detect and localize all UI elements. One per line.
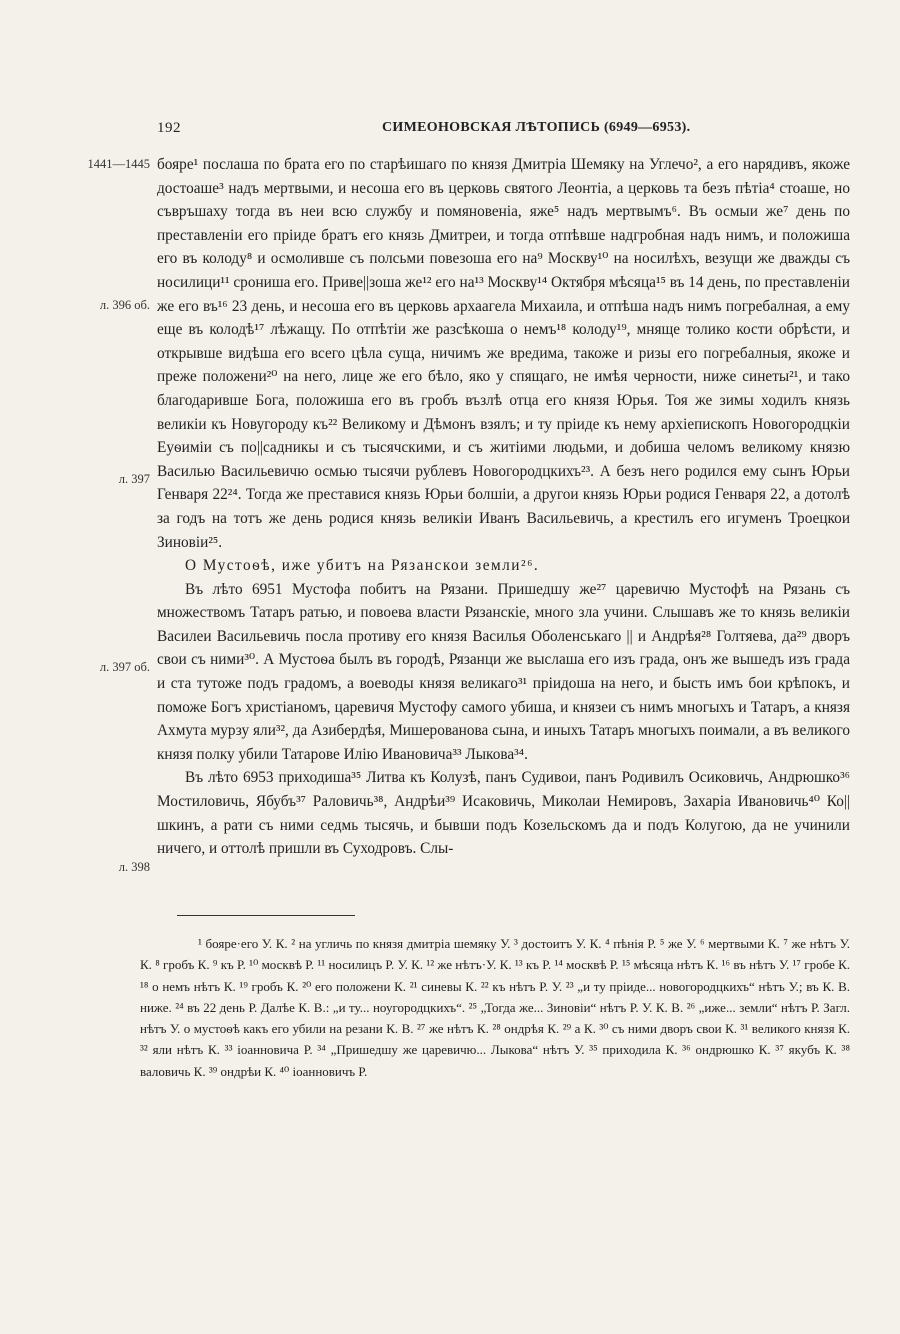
page-number: 192 <box>157 120 181 136</box>
margin-note-folio: л. 398 <box>118 860 150 874</box>
margin-note-years: 1441—1445 <box>87 157 150 171</box>
footnote-apparatus: ¹ бояре·его У. К. ² на угличь по князя дмитріа шемяку У. ³ достоитъ У. К. ⁴ пѣнія Р. ⁵ же У. ⁶ мертвыми К. ⁷ же нѣтъ У. К. ⁸ гробъ К. ⁹ къ Р. ¹⁰ москвѣ Р. ¹¹ носилицъ Р. У. К. ¹² же нѣтъ·У. К. ¹³ къ Р. ¹⁴ москвѣ Р. ¹⁵ мѣсяца нѣтъ К. ¹⁶ въ нѣтъ У. ¹⁷ гробе К. ¹⁸ о немъ нѣтъ К. ¹⁹ гробъ К. ²⁰ его положени К. ²¹ синевы К. ²² къ нѣтъ Р. У. ²³ „и ту пріиде... новогородцкихъ“ нѣтъ У.; въ К. В. ниже. ²⁴ въ 22 день Р. Далѣе К. В.: „и ту... ноугородцкихъ“. ²⁵ „Тогда же... Зиновіи“ нѣтъ Р. У. К. В. ²⁶ „иже... земли“ нѣтъ Р. Загл. нѣтъ У. о мустоѳѣ какъ его убили на резани К. В. ²⁷ же нѣтъ К. ²⁸ ондрѣя К. ²⁹ а К. ³⁰ съ ними дворъ свои К. ³¹ великого князя К. ³² яли нѣтъ К. ³³ іоанновича Р. ³⁴ „Пришедшу же царевичю... Лыкова“ нѣтъ У. ³⁵ приходила К. ³⁶ ондрюшко К. ³⁷ якубъ К. ³⁸ валовичь К. ³⁹ ондрѣи К. ⁴⁰ іоанновичъ Р. <box>140 936 850 1079</box>
section-heading: О Мустоѳѣ, иже убитъ на Рязанскои земли²⁶. <box>185 557 540 575</box>
footnote-divider <box>177 915 355 916</box>
paragraph: бояре¹ послаша по брата его по старѣишаго по князя Дмитріа Шемяку на Углечо², а его нарядивъ, якоже достоаше³ надъ мертвыми, и несоша его въ церковь святого Леонтіа, а церковь та безъ пѣтіа⁴ стоаше, но съвръшаху тогда въ неи всю службу и помяновеніа, яже⁵ надъ мертвымъ⁶. Въ осмыи же⁷ день по преставленіи его пріиде братъ его князь Дмитреи, и тогда отпѣвше надгробная надъ нимъ, и положиша его въ колоду⁸ и осмоливше съ полсьми повезоша его на⁹ Москву¹⁰ на носилѣхъ, везущи же дважды съ носилици¹¹ срониша его. Приве||зоша же¹² его на¹³ Москву¹⁴ Октября мѣсяца¹⁵ въ 14 день, по преставленіи же его въ¹⁶ 23 день, и несоша его въ церковь архаагела Михаила, и отпѣша надъ нимъ погребалная, а ему еще въ колодѣ¹⁷ лѣжащу. По отпѣтіи же разсѣкоша о немъ¹⁸ колоду¹⁹, мняще толико кости обрѣсти, и открывше видѣша его всего цѣла суща, ничимъ же вредима, такоже и ризы его погребалныя, якоже и преже положени²⁰ на него, лице же его бѣло, яко у спящаго, не имѣя черности, ниже синеты²¹, и тако благодаривше Бога, положиша его въ гробъ възлѣ отца его князя Юрья. Тоя же зимы ходилъ князь великіи къ Новугороду къ²² Великому и Дѣмонъ взялъ; и ту пріиде къ нему архіепископъ Новогородцкіи Еуѳиміи съ по||садникы и съ тысячскими, и съ житіими людьми, и добиша челомъ великому князю Василью Васильевичю осмью тысячи рублевъ Новогородцкихъ²³. А безъ него родился ему сынъ Юрьи Генваря 22²⁴. Тогда же преставися князь Юрьи болшіи, а другои князь Юрьи родися Генваря 22, а дотолѣ за годъ на тотъ же день родися князь великіи Иванъ Васильевичь, а крестилъ его игуменъ Троецкои Зиновіи²⁵. <box>157 156 850 551</box>
footnotes <box>140 933 850 1082</box>
chronicle-text <box>157 153 850 861</box>
paragraph: Въ лѣто 6951 Мустофа побитъ на Рязани. Пришедшу же²⁷ царевичю Мустофѣ на Рязань съ множествомъ Татаръ ратью, и повоева власти Рязанскіе, много зла учини. Слышавъ же то князь великіи Василеи Васильевичь посла противу его князя Василья Оболенськаго || и Андрѣя²⁸ Голтяева, да²⁹ дворъ свои съ ними³⁰. А Мустоѳа былъ въ городѣ, Рязанци же выслаша его изъ града, онъ же вышедъ изъ града и ста тутоже подъ градомъ, а воеводы князя великаго³¹ пріидоша на него, и бысть имъ бои крѣпокъ, и поможе Богъ христіаномъ, царевичя Мустофу самого убиша, и князеи съ нимъ многыхъ и Татаръ, а князя Ахмута мурзу яли³², да Азибердѣя, Мишерованова сына, и иныхъ Татаръ многыхъ поимали, а въ великого князя полку убили Татарове Илію Ивановича³³ Лыкова³⁴. <box>157 580 850 763</box>
paragraph: Въ лѣто 6953 приходиша³⁵ Литва къ Колузѣ, панъ Судивои, панъ Родивилъ Осиковичь, Андрюшко³⁶ Мостиловичь, Ябубъ³⁷ Раловичь³⁸, Андрѣи³⁹ Исаковичь, Миколаи Немировъ, Захаріа Ивановичь⁴⁰ Ко||шкинъ, а рати съ ними седмь тысячь, и бывши подъ Козельскомъ да и подъ Колугою, да не учинили ничего, и оттолѣ пришли въ Суходровъ. Слы- <box>157 769 850 858</box>
running-title: СИМЕОНОВСКАЯ ЛѢТОПИСЬ (6949—6953). <box>382 120 691 135</box>
margin-note-folio: л. 397 <box>118 472 150 486</box>
margin-note-folio: л. 397 об. <box>99 660 150 674</box>
margin-note-folio: л. 396 об. <box>99 298 150 312</box>
